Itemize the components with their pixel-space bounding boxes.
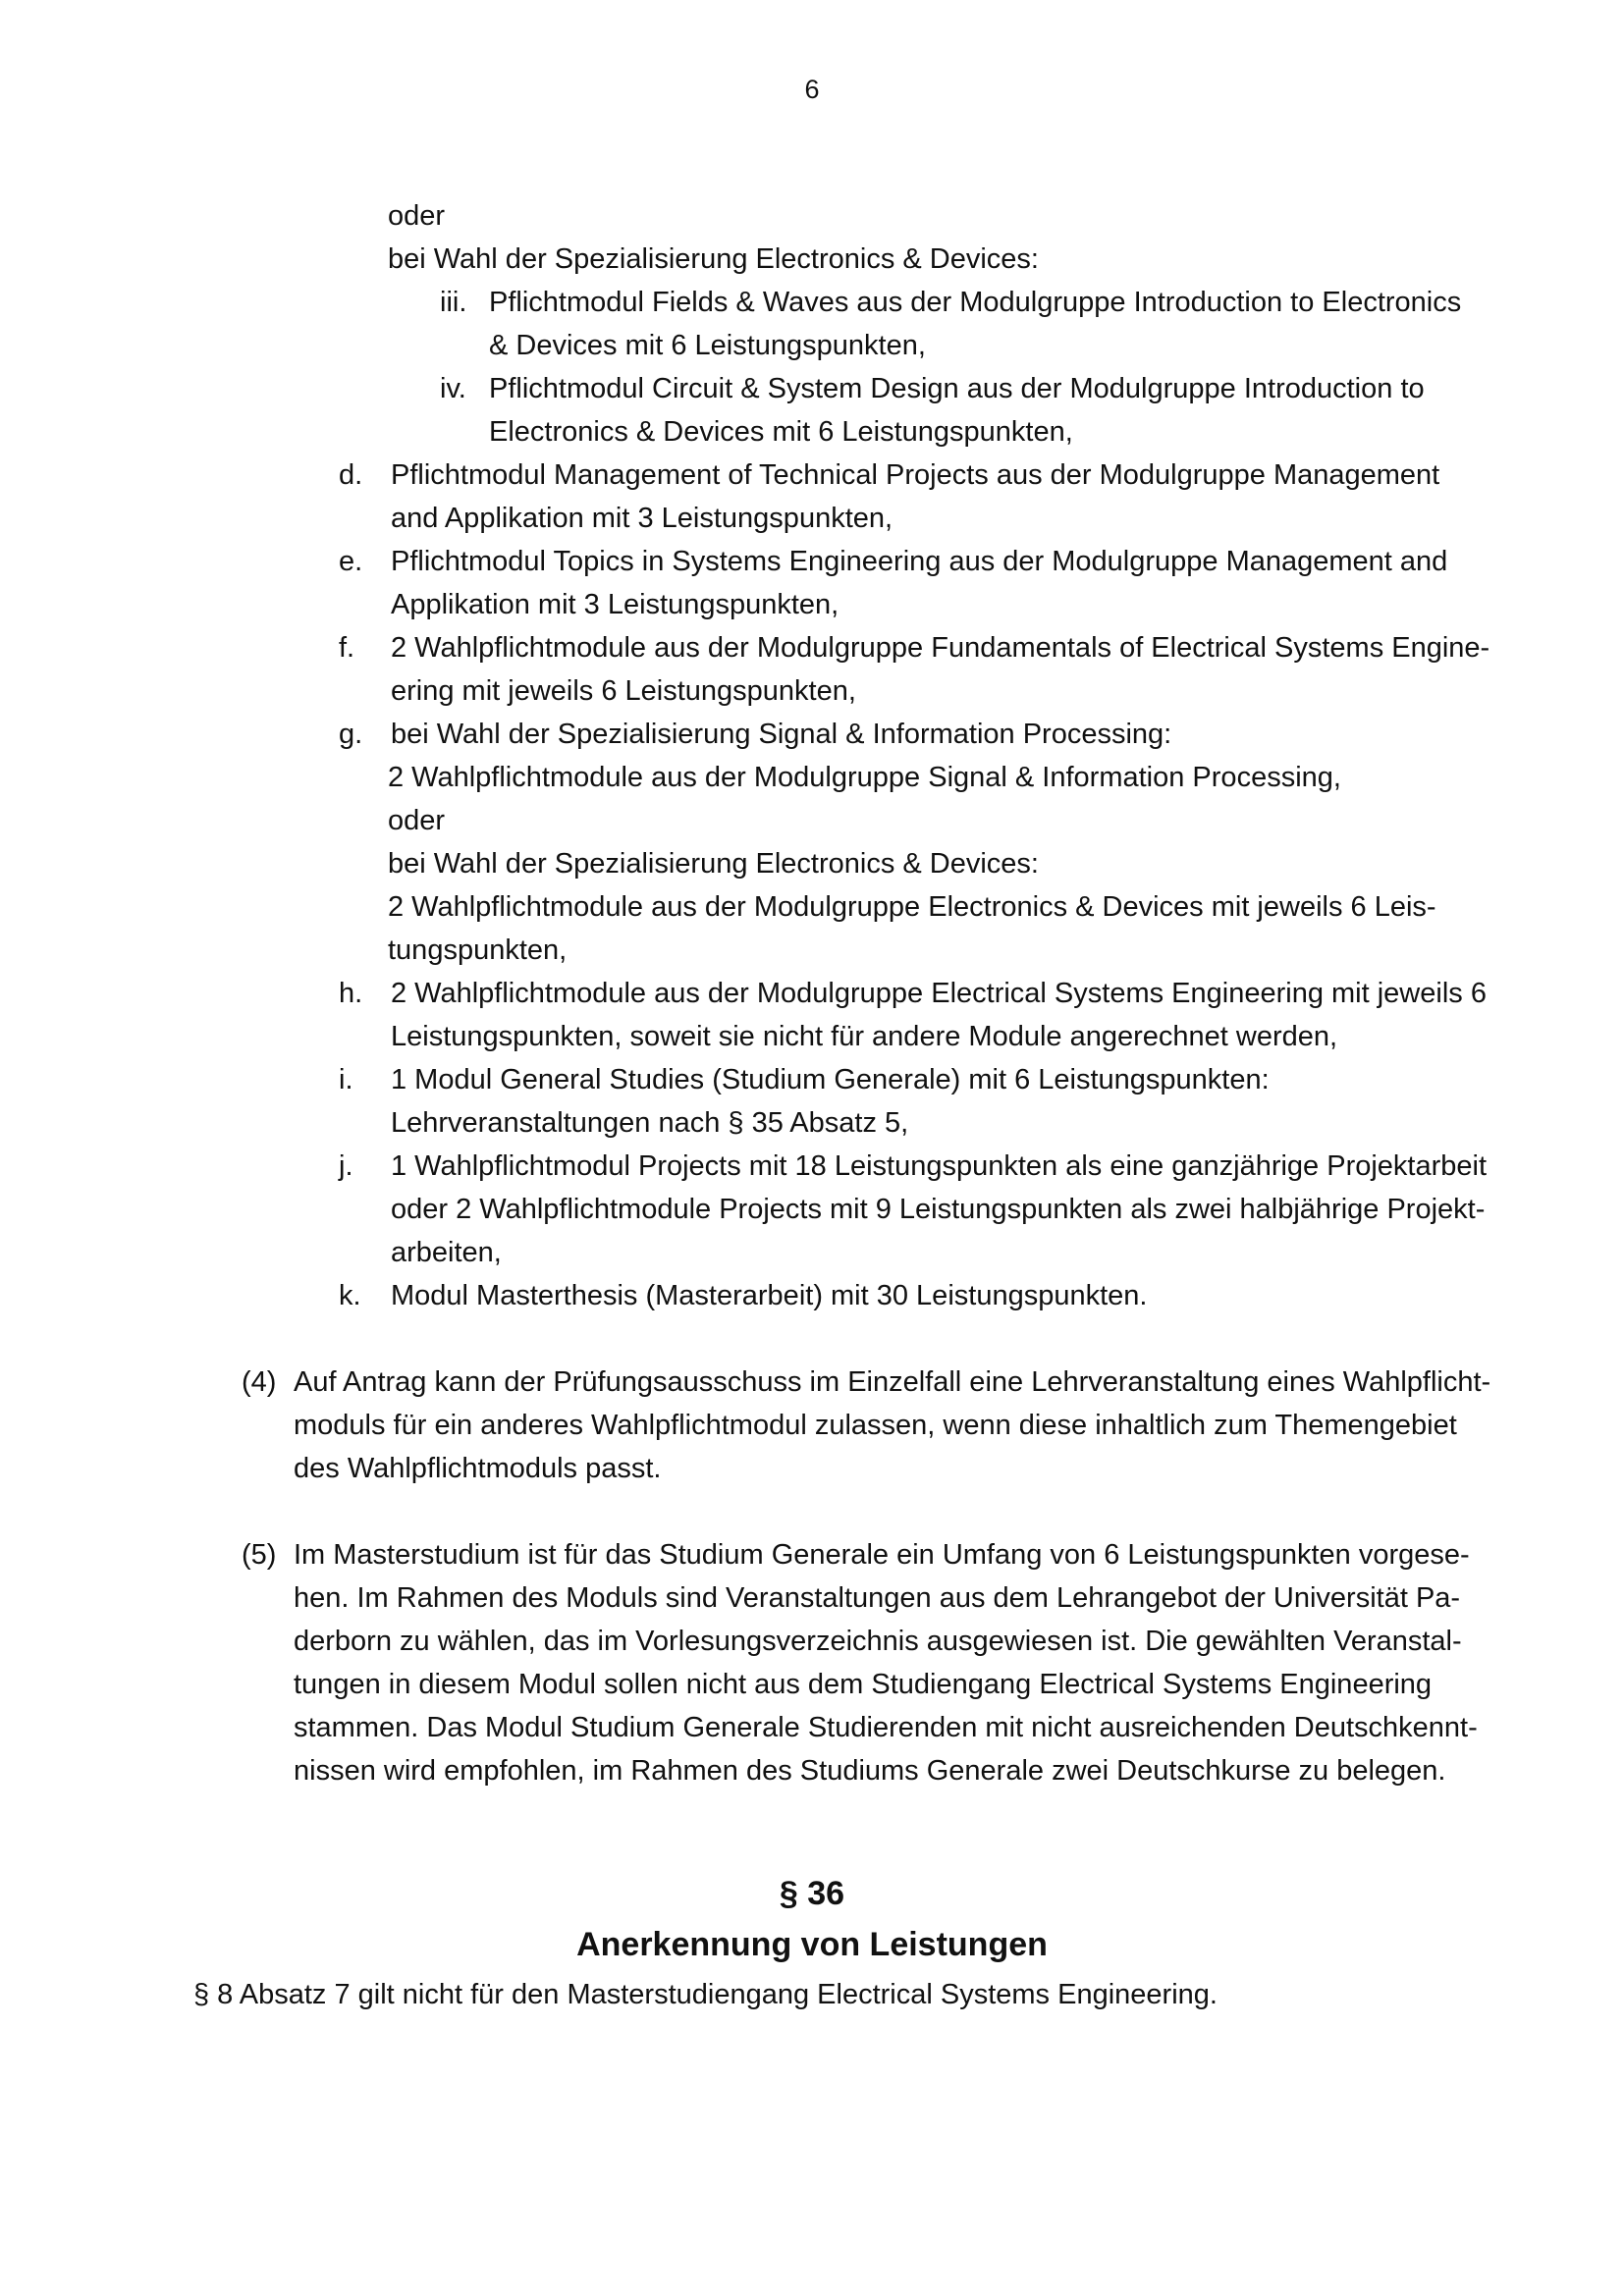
section-text: § 8 Absatz 7 gilt nicht für den Masterstudiengang Electrical Systems Engineering.	[193, 1979, 1218, 2010]
list-item-line: tungspunkten,	[388, 934, 568, 966]
list-item-line: 2 Wahlpflichtmodule aus der Modulgruppe Signal & Information Processing,	[388, 762, 1341, 793]
subitem-marker: iii.	[440, 287, 467, 318]
subitem-line: Pflichtmodul Circuit & System Design aus der Modulgruppe Introduction to	[489, 373, 1425, 404]
paragraph-line: hen. Im Rahmen des Moduls sind Veranstaltungen aus dem Lehrangebot der Universität Pa-	[294, 1582, 1461, 1614]
list-item-line: 1 Wahlpflichtmodul Projects mit 18 Leistungspunkten als eine ganzjährige Projektarbeit	[391, 1150, 1488, 1182]
list-item-line: bei Wahl der Spezialisierung Signal & Information Processing:	[391, 719, 1172, 750]
list-item-line: oder	[388, 805, 446, 836]
list-marker: h.	[339, 978, 363, 1009]
subitem-marker: iv.	[440, 373, 466, 404]
paragraph-marker: (5)	[242, 1539, 277, 1571]
list-item-line: arbeiten,	[391, 1237, 502, 1268]
paragraph-line: stammen. Das Modul Studium Generale Studierenden mit nicht ausreichenden Deutschkennt-	[294, 1712, 1478, 1743]
list-item-line: oder 2 Wahlpflichtmodule Projects mit 9 Leistungspunkten als zwei halbjährige Projekt-	[391, 1194, 1486, 1225]
list-marker: e.	[339, 546, 363, 577]
list-marker: g.	[339, 719, 363, 750]
list-item-line: and Applikation mit 3 Leistungspunkten,	[391, 503, 893, 534]
list-item-line: ering mit jeweils 6 Leistungspunkten,	[391, 675, 856, 707]
list-marker: i.	[339, 1064, 353, 1095]
list-item-line: 2 Wahlpflichtmodule aus der Modulgruppe Electrical Systems Engineering mit jeweils 6	[391, 978, 1487, 1009]
list-item-line: Pflichtmodul Management of Technical Projects aus der Modulgruppe Management	[391, 459, 1440, 491]
section-title: Anerkennung von Leistungen	[576, 1926, 1048, 1963]
list-item-line: 2 Wahlpflichtmodule aus der Modulgruppe Electronics & Devices mit jeweils 6 Leis-	[388, 891, 1436, 923]
list-item-line: Pflichtmodul Topics in Systems Engineering aus der Modulgruppe Management and	[391, 546, 1448, 577]
list-item-line: 2 Wahlpflichtmodule aus der Modulgruppe Fundamentals of Electrical Systems Engine-	[391, 632, 1490, 664]
subitem-line: & Devices mit 6 Leistungspunkten,	[489, 330, 926, 361]
list-marker: d.	[339, 459, 363, 491]
paragraph-line: des Wahlpflichtmoduls passt.	[294, 1453, 662, 1484]
paragraph-line: Auf Antrag kann der Prüfungsausschuss im Einzelfall eine Lehrveranstaltung eines Wahlpflicht-	[294, 1366, 1491, 1398]
subitem-line: Electronics & Devices mit 6 Leistungspunkten,	[489, 416, 1073, 448]
list-item-line: 1 Modul General Studies (Studium Generale) mit 6 Leistungspunkten:	[391, 1064, 1270, 1095]
list-marker: j.	[339, 1150, 353, 1182]
section-number: § 36	[779, 1875, 845, 1912]
list-item-line: Lehrveranstaltungen nach § 35 Absatz 5,	[391, 1107, 909, 1139]
list-marker: k.	[339, 1280, 361, 1311]
paragraph-line: Im Masterstudium ist für das Studium Generale ein Umfang von 6 Leistungspunkten vorgese-	[294, 1539, 1470, 1571]
list-item-line: Leistungspunkten, soweit sie nicht für andere Module angerechnet werden,	[391, 1021, 1338, 1052]
list-item-line: Modul Masterthesis (Masterarbeit) mit 30 Leistungspunkten.	[391, 1280, 1148, 1311]
page-number: 6	[804, 75, 820, 104]
paragraph-marker: (4)	[242, 1366, 277, 1398]
intro-spec: bei Wahl der Spezialisierung Electronics & Devices:	[388, 243, 1039, 275]
paragraph-line: moduls für ein anderes Wahlpflichtmodul zulassen, wenn diese inhaltlich zum Themengebiet	[294, 1410, 1457, 1441]
list-item-line: bei Wahl der Spezialisierung Electronics & Devices:	[388, 848, 1039, 880]
paragraph-line: nissen wird empfohlen, im Rahmen des Studiums Generale zwei Deutschkurse zu belegen.	[294, 1755, 1446, 1787]
list-item-line: Applikation mit 3 Leistungspunkten,	[391, 589, 839, 620]
paragraph-line: derborn zu wählen, das im Vorlesungsverzeichnis ausgewiesen ist. Die gewählten Veranstal-	[294, 1626, 1462, 1657]
paragraph-line: tungen in diesem Modul sollen nicht aus dem Studiengang Electrical Systems Engineering	[294, 1669, 1433, 1700]
intro-or: oder	[388, 200, 446, 232]
subitem-line: Pflichtmodul Fields & Waves aus der Modulgruppe Introduction to Electronics	[489, 287, 1462, 318]
list-marker: f.	[339, 632, 355, 664]
